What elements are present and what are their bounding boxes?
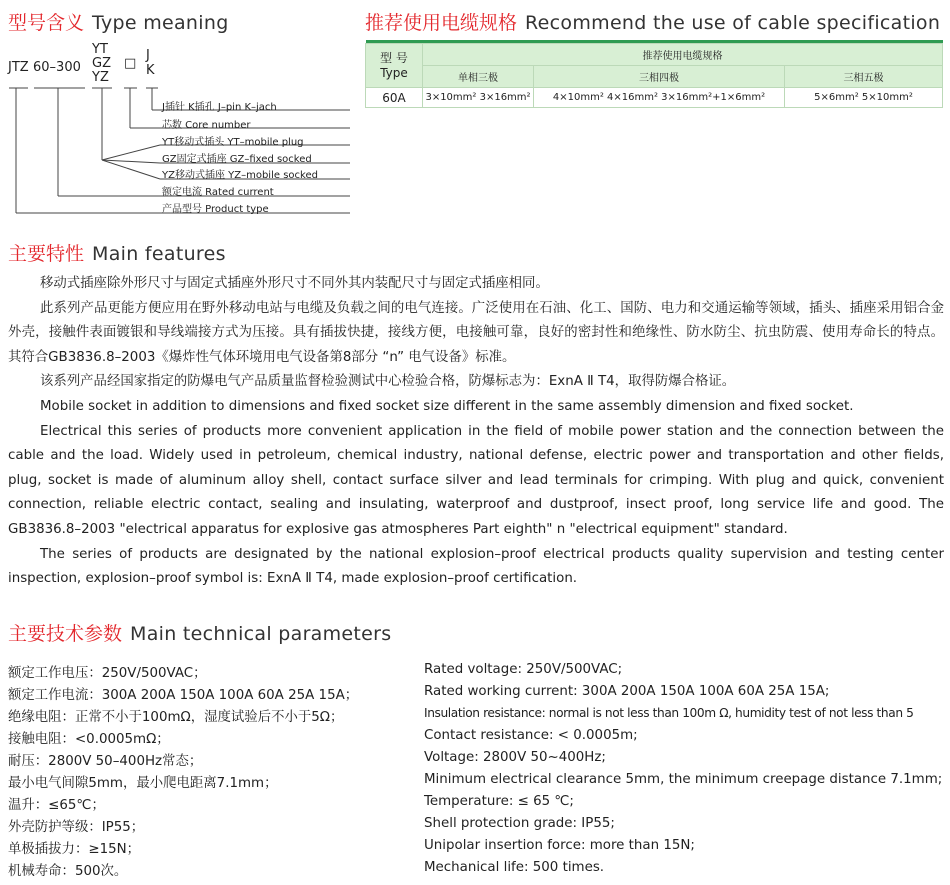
feature-paragraph: 该系列产品经国家指定的防爆电气产品质量监督检验测试中心检验合格，防爆标志为：ExnA Ⅱ T4，取得防爆合格证。 [40,374,736,390]
code-yt: YT [92,42,108,57]
col-three-phase-4pole: 三相四极 [534,66,785,88]
col-three-phase-5pole: 三相五极 [785,66,943,88]
param-en: Minimum electrical clearance 5mm, the minimum creepage distance 7.1mm; [424,772,943,787]
param-cn: 额定工作电压：250V/500VAC； [8,666,207,681]
param-cn: 机械寿命：500次。 [8,864,128,879]
feature-paragraph: Electrical this series of products more convenient application in the field of mobile power station and the connection between the cable and the load. Widely used in petroleum, chemical industry, national defense, electric power and transportation and other fields, plug, socket is made of aluminum alloy shell, contact surface silver and lead terminals for crimping. With plug and quick, convenient connection, reliable electric contact, sealing and insulating, waterproof and dustproof, insect proof, long service life and good. The GB3836.8–2003 "electrical apparatus for explosive gas atmospheres Part eighth" n "electrical equipment" standard. [8,423,944,537]
col-single-phase-3pole: 单相三极 [423,66,534,88]
parameters-heading [8,619,391,646]
code-range: 60–300 [33,60,81,75]
param-cn: 单极插拔力：≥15N； [8,842,141,857]
code-yz: YZ [92,70,109,85]
code-k: K [146,63,155,78]
feature-paragraph: 此系列产品更能方便应用在野外移动电站与电缆及负载之间的电气连接。广泛使用在石油、化工、国防、电力和交通运输等领域，插头、插座采用铝合金外壳，接触件表面镀银和导线端接方式为压接。具有插拔快捷，接线方便，电接触可靠，良好的密封性和绝缘性、防水防尘、抗虫防震、使用寿命长的特点。其符合GB3836.8–2003《爆炸性气体环境用电气设备第8部分 “n” 电气设备》标准。 [8,300,944,365]
param-en: Voltage: 2800V 50~400Hz; [424,750,606,765]
features-heading [8,239,226,266]
type-header [366,44,423,88]
features-body [8,272,944,592]
param-cn: 绝缘电阻：正常不小于100mΩ，湿度试验后不小于5Ω； [8,710,344,725]
code-gz: GZ [92,56,111,71]
param-en: Temperature: ≤ 65 ℃; [424,794,574,809]
legend-yz: YZ移动式插座 YZ–mobile socked [162,170,318,181]
legend-core-number: 芯数 Core number [162,120,251,131]
features-title-en: Main features [92,243,226,265]
features-title-cn: 主要特性 [8,243,85,265]
param-cn: 耐压：2800V 50–400Hz常态； [8,754,203,769]
type-header-cn: 型 号 [380,50,408,65]
feature-paragraph: The series of products are designated by the national explosion–proof electrical products quality supervision and testing center inspection, explosion–proof symbol is: ExnA Ⅱ T4, made explosion–proof certification. [8,546,944,587]
param-cn: 最小电气间隙5mm，最小爬电距离7.1mm； [8,776,278,791]
param-en: Mechanical life: 500 times. [424,860,605,875]
row-type: 60A [366,88,423,108]
param-cn: 接触电阻：<0.0005mΩ； [8,732,170,747]
cable-spec-table [365,40,943,108]
param-en: Insulation resistance: normal is not less than 100m Ω, humidity test of not less than 5 [424,706,914,720]
type-meaning-title-cn: 型号含义 [8,12,85,34]
param-en: Rated voltage: 250V/500VAC; [424,662,623,677]
group-header: 推荐使用电缆规格 [423,44,943,66]
legend-jk: J插针 K插孔 J–pin K–jach [162,102,277,113]
type-header-en: Type [380,65,408,80]
code-box: □ [124,56,137,71]
param-cn: 额定工作电流：300A 200A 150A 100A 60A 25A 15A； [8,688,359,703]
row-value-4pole: 4×10mm² 4×16mm² 3×16mm²+1×6mm² [534,88,785,108]
param-en: Contact resistance: < 0.0005m; [424,728,638,743]
cable-spec-heading [365,8,940,35]
param-cn: 外壳防护等级：IP55； [8,820,145,835]
table-row [366,88,943,108]
parameters-title-en: Main technical parameters [130,623,392,645]
code-j: J [146,48,150,63]
legend-gz: GZ固定式插座 GZ–fixed socked [162,154,312,165]
feature-paragraph: Mobile socket in addition to dimensions and fixed socket size different in the same assembly dimension and fixed socket. [40,398,854,414]
legend-rated-current: 额定电流 Rated current [162,187,274,198]
legend-yt: YT移动式插头 YT–mobile plug [162,137,304,148]
param-en: Rated working current: 300A 200A 150A 100A 60A 25A 15A; [424,684,830,699]
feature-paragraph: 移动式插座除外形尺寸与固定式插座外形尺寸不同外其内装配尺寸与固定式插座相同。 [40,276,549,291]
cable-spec-title-en: Recommend the use of cable specification [525,12,941,34]
legend-product-type: 产品型号 Product type [162,204,269,215]
param-en: Unipolar insertion force: more than 15N; [424,838,695,853]
cable-spec-title-cn: 推荐使用电缆规格 [365,12,518,34]
param-cn: 温升：≤65℃； [8,798,105,813]
parameters-title-cn: 主要技术参数 [8,623,123,645]
param-en: Shell protection grade: IP55; [424,816,615,831]
row-value-single: 3×10mm² 3×16mm² [423,88,534,108]
type-meaning-title-en: Type meaning [92,12,229,34]
code-jtz: JTZ [8,60,29,75]
row-value-5pole: 5×6mm² 5×10mm² [785,88,943,108]
